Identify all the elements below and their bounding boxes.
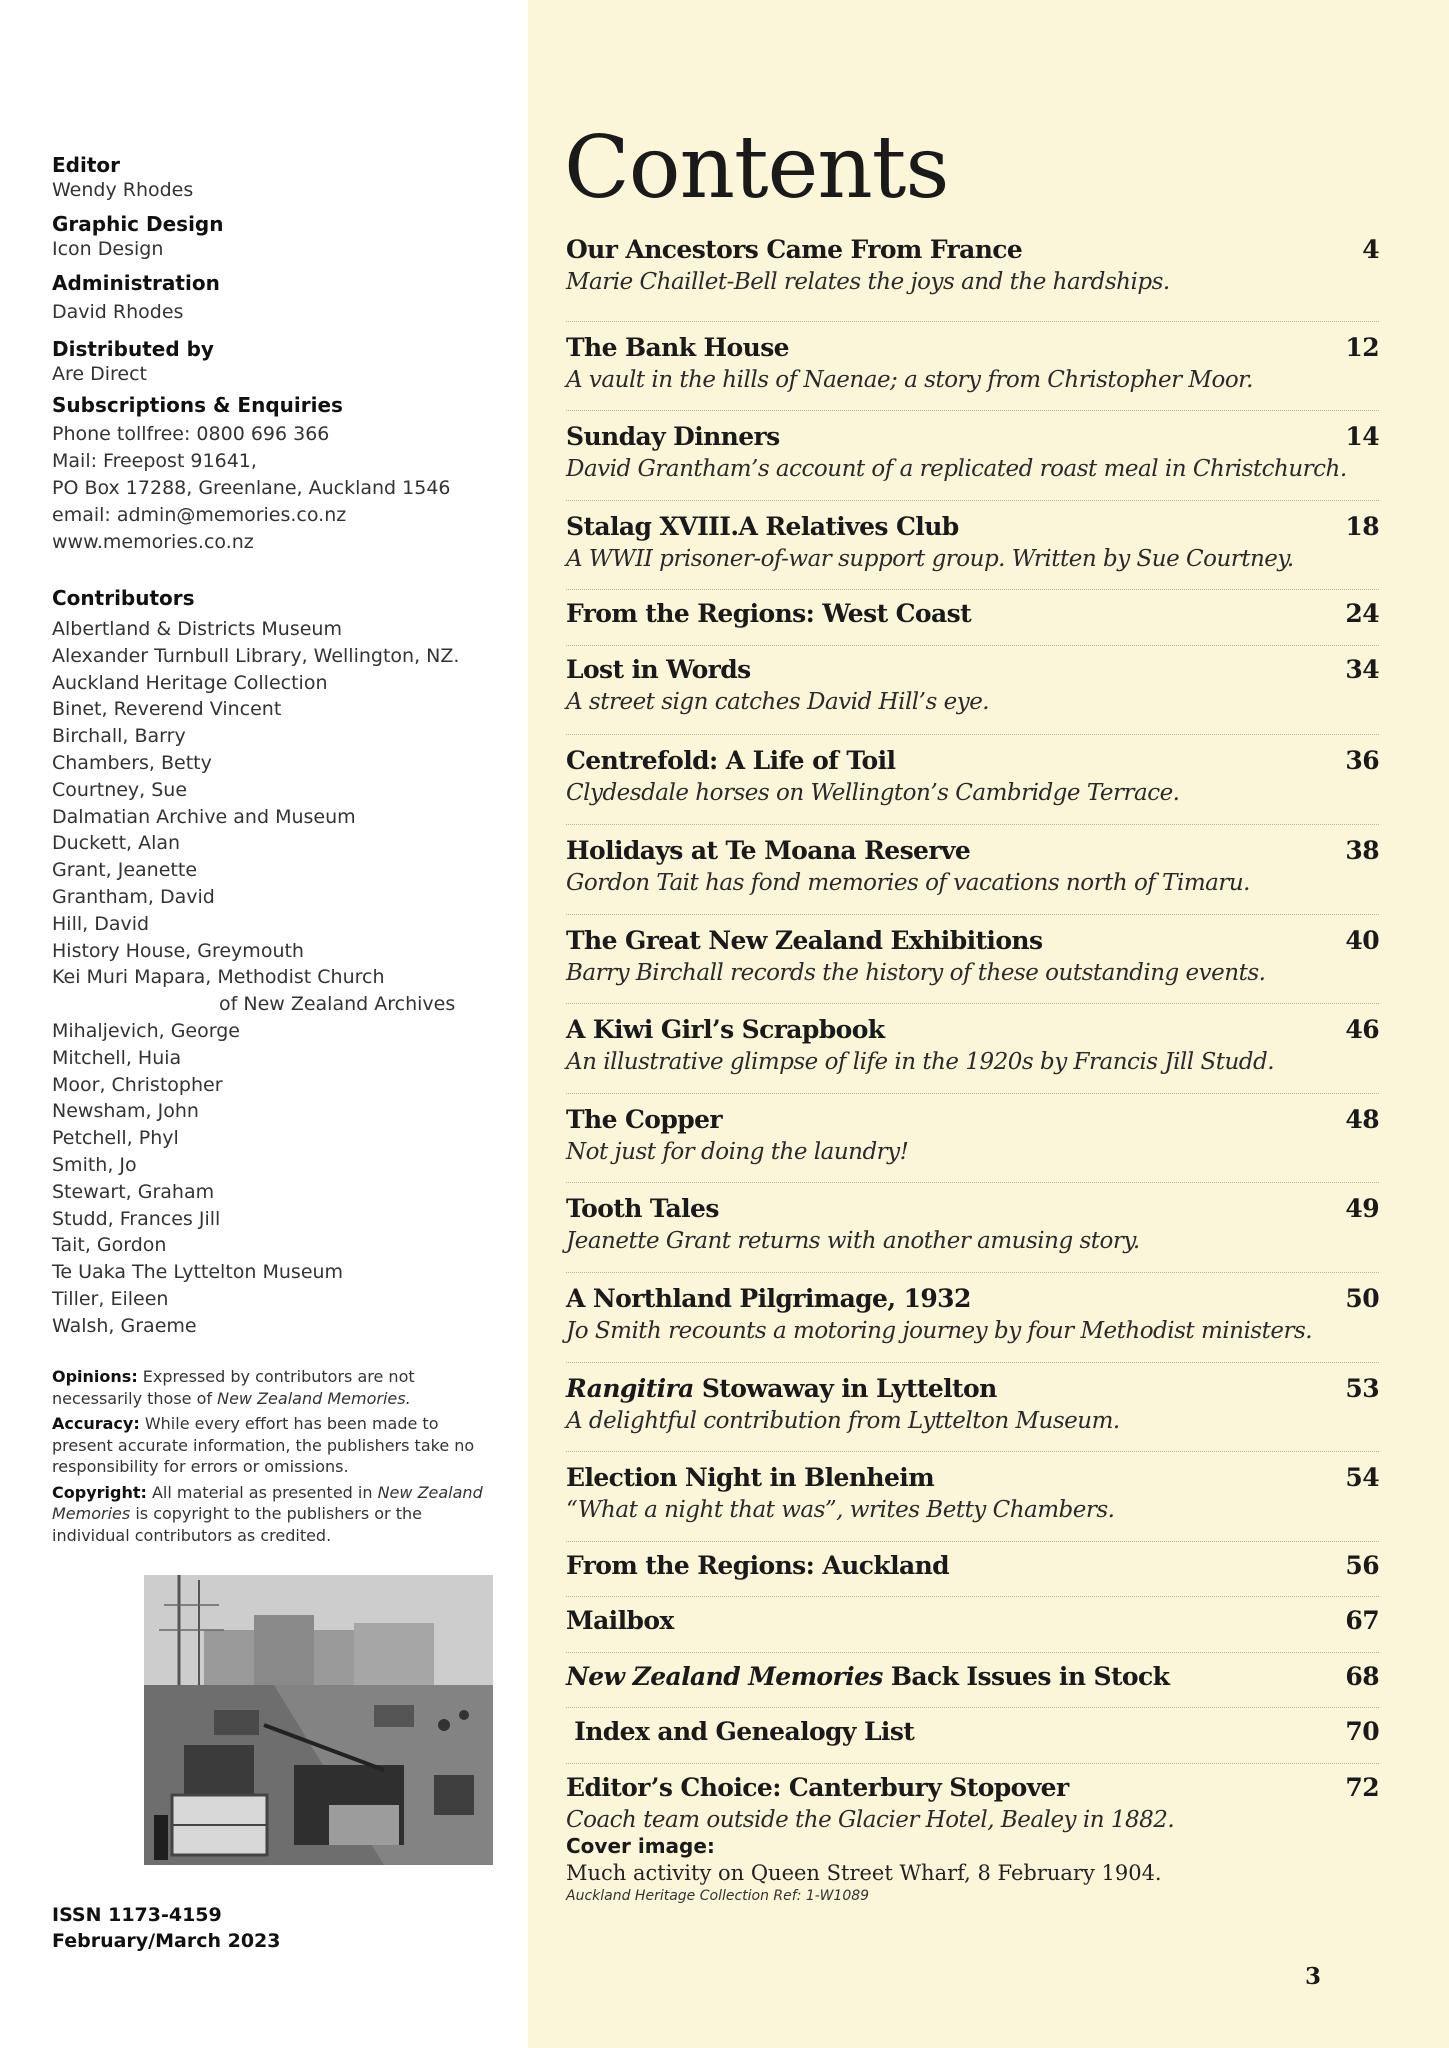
subscriptions-line: Phone tollfree: 0800 696 366 [52,423,330,445]
masthead-credits [52,152,492,556]
contributors-block [52,585,492,1340]
toc-entry-title: The Great New Zealand Exhibitions [566,925,1043,955]
toc-entry-page: 49 [1345,1194,1379,1224]
toc-entry-page: 68 [1345,1661,1379,1691]
toc-entry-page: 38 [1345,836,1379,866]
opinions-label: Opinions: [52,1367,138,1386]
toc-entry-page: 14 [1345,422,1379,452]
toc-entry-description: Gordon Tait has fond memories of vacations north of Timaru. [566,870,1250,897]
toc-entry-title: A Kiwi Girl’s Scrapbook [566,1015,885,1045]
contributor: Auckland Heritage Collection [52,671,328,694]
toc-entry[interactable] [566,1363,1379,1453]
toc-entry[interactable] [566,1708,1379,1764]
copyright-label: Copyright: [52,1482,147,1502]
subscriptions-line: www.memories.co.nz [52,531,254,553]
toc-entry[interactable] [566,646,1379,736]
wharf-photo-illustration [144,1575,493,1865]
opinions-note [52,1366,492,1409]
toc-entry-description: A vault in the hills of Naenae; a story from Christopher Moor. [566,366,1253,393]
contributor: Mihaljevich, George [52,1019,240,1042]
contributor: Moor, Christopher [52,1073,223,1096]
toc-entry-title: Our Ancestors Came From France [566,235,1023,264]
toc-entry-title: Index and Genealogy List [566,1717,915,1747]
toc-entry[interactable] [566,1542,1379,1598]
toc-entry-title: The Copper [566,1104,722,1134]
contributor: Grant, Jeanette [52,859,198,882]
copyright-text: is copyright to the publishers or the individual contributors as credited. [52,1504,422,1545]
toc-entry-description: An illustrative glimpse of life in the 1920s by Francis Jill Studd. [566,1049,1275,1076]
toc-entry-description: Not just for doing the laundry! [566,1138,909,1165]
credit-value: Are Direct [52,363,148,385]
contributor: Smith, Jo [52,1153,137,1176]
contributor-continued: of New Zealand Archives [219,993,456,1016]
toc-entry-title: Lost in Words [566,654,751,684]
disclaimers [52,1366,492,1550]
toc-entry[interactable] [566,915,1379,1005]
toc-entry-title: Mailbox [566,1606,674,1636]
toc-entry-page: 36 [1345,746,1379,776]
toc-entry[interactable] [566,1004,1379,1094]
accuracy-label: Accuracy: [52,1414,140,1433]
credit-label: Graphic Design [52,212,224,236]
subscriptions-label: Subscriptions & Enquiries [52,393,343,417]
copyright-text: All material as presented in [146,1482,378,1502]
credit-label: Editor [52,153,120,177]
contributor: Tait, Gordon [52,1234,167,1257]
toc-entry-page: 4 [1362,235,1379,264]
credit-label: Distributed by [52,337,214,361]
subscriptions-line: email: admin@memories.co.nz [52,504,347,526]
cover-image-credit [566,1833,1379,1905]
toc-entry-page: 70 [1345,1717,1379,1747]
toc-entry-page: 48 [1345,1104,1379,1134]
toc-entry-title: Stalag XVIII.A Relatives Club [566,511,959,541]
ship-name: Rangitira [566,1373,694,1403]
toc-entry-description: Clydesdale horses on Wellington’s Cambridge Terrace. [566,780,1180,807]
publication-name: New Zealand Memories [566,1661,883,1691]
credit-value: Wendy Rhodes [52,179,194,201]
toc-entry[interactable] [566,1653,1379,1709]
toc-entry-title: From the Regions: Auckland [566,1550,950,1580]
issn: ISSN 1173-4159 [52,1904,222,1926]
contributor: Kei Muri Mapara, Methodist Church [52,966,385,989]
toc-entry-page: 54 [1345,1463,1379,1493]
toc-entry-title: Centrefold: A Life of Toil [566,746,896,776]
cover-label: Cover image: [566,1834,715,1858]
toc-entry-description: Coach team outside the Glacier Hotel, Bealey in 1882. [566,1806,1175,1833]
contributor: Petchell, Phyl [52,1127,179,1150]
toc-entry[interactable] [566,411,1379,501]
table-of-contents [566,232,1379,1852]
contributor: History House, Greymouth [52,939,304,962]
masthead-column [0,0,528,2048]
opinions-text: Expressed by contributors are not necessarily those of [52,1367,415,1408]
toc-entry-description: Barry Birchall records the history of these outstanding events. [566,959,1266,986]
contributor: Courtney, Sue [52,778,188,801]
issn-block [52,1902,281,1954]
toc-entry-title-text: Stowaway in Lyttelton [693,1373,997,1403]
contributor: Walsh, Graeme [52,1314,197,1337]
toc-entry[interactable] [566,1273,1379,1363]
toc-entry-description: A street sign catches David Hill’s eye. [566,688,990,715]
toc-entry[interactable] [566,322,1379,412]
contributor: Birchall, Barry [52,725,186,748]
toc-entry-title: From the Regions: West Coast [566,599,972,629]
toc-entry-description: Marie Chaillet-Bell relates the joys and the hardships. [566,269,1170,295]
toc-entry-page: 18 [1345,511,1379,541]
credit-value: David Rhodes [52,301,184,323]
issue-date: February/March 2023 [52,1930,281,1952]
contributor: Binet, Reverend Vincent [52,698,282,721]
contributor: Grantham, David [52,885,215,908]
toc-entry-page: 50 [1345,1284,1379,1314]
toc-entry-page: 24 [1345,599,1379,629]
cover-caption: Much activity on Queen Street Wharf, 8 February 1904. [566,1861,1162,1885]
toc-entry-description: Jeanette Grant returns with another amusing story. [566,1228,1140,1255]
toc-entry-title: The Bank House [566,332,789,362]
toc-entry-title-text: Back Issues in Stock [882,1661,1170,1691]
contributor: Chambers, Betty [52,751,212,774]
toc-entry-page: 72 [1345,1772,1379,1802]
toc-entry-description: David Grantham’s account of a replicated roast meal in Christchurch. [566,456,1347,483]
page-number: 3 [1304,1963,1321,1990]
contributor: Hill, David [52,912,150,935]
toc-entry-title: Election Night in Blenheim [566,1463,935,1493]
credit-graphic-design [52,211,492,262]
toc-entry[interactable] [566,1094,1379,1184]
toc-entry-page: 46 [1345,1015,1379,1045]
toc-entry[interactable] [566,501,1379,591]
toc-entry-title [566,1371,997,1407]
toc-entry-description: “What a night that was”, writes Betty Chambers. [566,1497,1115,1524]
subscriptions-line: PO Box 17288, Greenlane, Auckland 1546 [52,477,451,499]
toc-entry[interactable] [566,590,1379,646]
page-title: Contents [564,118,949,218]
subscriptions-line: Mail: Freepost 91641, [52,450,257,472]
credit-label: Administration [52,271,220,295]
cover-reference: Auckland Heritage Collection Ref: 1-W1089 [566,1888,870,1904]
contributors-label: Contributors [52,586,195,610]
toc-entry[interactable] [566,232,1379,322]
contributor: Duckett, Alan [52,832,181,855]
toc-entry-page: 40 [1345,925,1379,955]
accuracy-text: While every effort has been made to present accurate information, the publishers take no responsibility for errors or omissions. [52,1414,475,1476]
toc-entry-title: Sunday Dinners [566,422,780,452]
toc-entry-description: A WWII prisoner-of-war support group. Written by Sue Courtney. [566,545,1294,572]
contributor: Studd, Frances Jill [52,1207,221,1230]
contributor: Mitchell, Huia [52,1046,182,1069]
contributor: Newsham, John [52,1100,199,1123]
toc-entry-page: 12 [1345,332,1379,362]
credit-editor [52,152,492,203]
toc-entry[interactable] [566,1597,1379,1653]
contributors-list [52,616,492,1340]
credit-distributed-by [52,336,492,387]
toc-entry-page: 56 [1345,1550,1379,1580]
toc-entry[interactable] [566,1452,1379,1542]
publication-name: New Zealand Memories [52,1482,483,1523]
toc-entry-title: Tooth Tales [566,1194,719,1224]
toc-entry-title: A Northland Pilgrimage, 1932 [566,1284,971,1314]
contributor: Albertland & Districts Museum [52,618,342,640]
toc-entry-page: 67 [1345,1606,1379,1636]
toc-entry-title: Holidays at Te Moana Reserve [566,836,971,866]
contributor: Dalmatian Archive and Museum [52,805,356,828]
subscriptions-block [52,392,492,556]
toc-entry-page: 53 [1345,1373,1379,1403]
credit-value: Icon Design [52,238,164,260]
toc-entry[interactable] [566,1183,1379,1273]
copyright-note [52,1482,492,1547]
toc-entry[interactable] [566,735,1379,825]
toc-entry-description: Jo Smith recounts a motoring journey by four Methodist ministers. [566,1318,1313,1345]
publication-name: New Zealand Memories. [217,1388,411,1408]
credit-administration [52,270,492,325]
contributor: Tiller, Eileen [52,1287,169,1310]
toc-entry-description: A delightful contribution from Lyttelton Museum. [566,1407,1120,1434]
contents-column [528,0,1449,2048]
accuracy-note [52,1413,492,1478]
toc-entry-title: Editor’s Choice: Canterbury Stopover [566,1772,1069,1802]
toc-entry-page: 34 [1345,654,1379,684]
contributor: Alexander Turnbull Library, Wellington, NZ. [52,644,460,667]
toc-entry[interactable] [566,825,1379,915]
toc-entry-title [566,1659,1169,1695]
cover-photo-thumbnail [144,1575,493,1865]
contributor: Stewart, Graham [52,1180,215,1203]
contributor: Te Uaka The Lyttelton Museum [52,1261,344,1284]
